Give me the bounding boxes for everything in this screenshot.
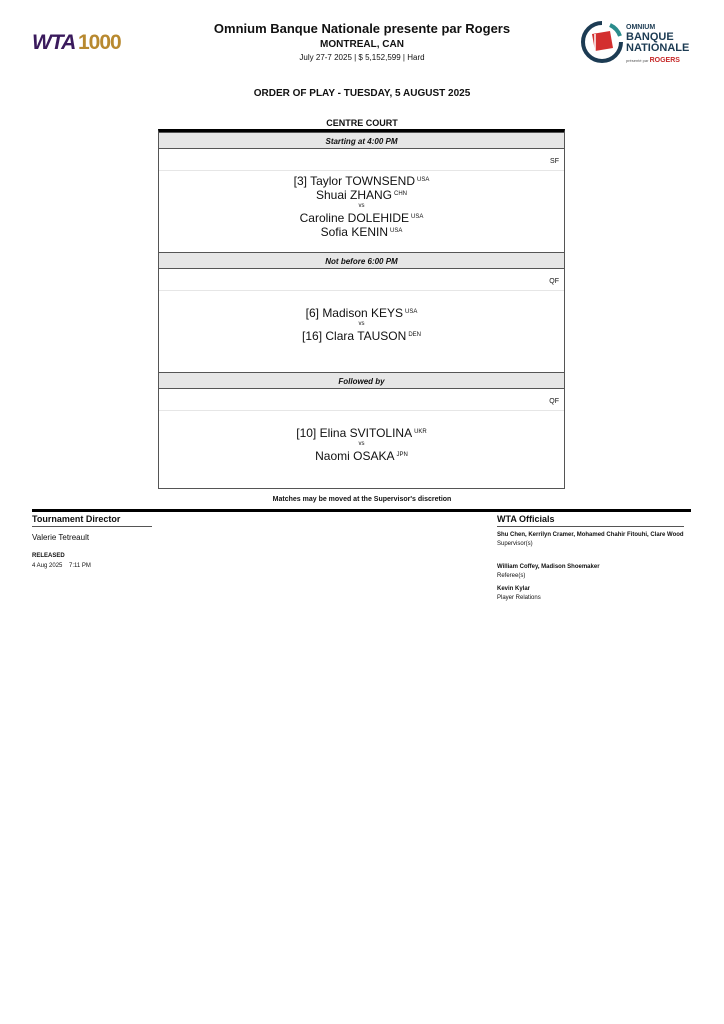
round-label: QF <box>549 278 559 285</box>
player-line <box>159 449 564 463</box>
player-first-name: Elina <box>319 426 347 440</box>
schedule-note: Matches may be moved at the Supervisor's discretion <box>272 496 452 503</box>
player-country: CHN <box>394 191 408 197</box>
tournament-title: Omnium Banque Nationale presente par Rogers <box>213 21 511 36</box>
sponsor-presented-by: présenté par <box>626 58 649 63</box>
player-first-name: Madison <box>322 306 368 320</box>
player-first-name: Taylor <box>310 174 343 188</box>
vs-label: vs <box>358 203 365 209</box>
slot-header: Starting at 4:00 PM <box>159 132 564 149</box>
wta-officials-rule <box>497 526 684 527</box>
sponsor-line-2: BANQUE <box>626 31 674 43</box>
round-label: SF <box>550 158 559 165</box>
player-last-name: TAUSON <box>357 329 407 343</box>
official-names: Kevin Kylar <box>497 586 531 592</box>
player-country: UKR <box>414 429 427 435</box>
player-country: USA <box>405 309 418 315</box>
official-names: William Coffey, Madison Shoemaker <box>497 564 600 570</box>
order-of-play-title: ORDER OF PLAY - TUESDAY, 5 AUGUST 2025 <box>253 88 471 99</box>
player-line <box>159 306 564 320</box>
player-last-name: ZHANG <box>350 188 393 202</box>
slot-header: Not before 6:00 PM <box>159 252 564 269</box>
player-last-name: TOWNSEND <box>345 174 416 188</box>
tournament-director-rule <box>32 526 152 527</box>
sponsor-line-3: NATIONALE <box>626 42 690 54</box>
player-country: JPN <box>396 452 408 458</box>
official-role: Supervisor(s) <box>497 541 533 547</box>
player-last-name: SVITOLINA <box>349 426 413 440</box>
player-last-name: OSAKA <box>353 449 395 463</box>
vs-label: vs <box>358 321 365 327</box>
tournament-info: July 27-7 2025 | $ 5,152,599 | Hard <box>299 53 425 62</box>
schedule-table <box>158 129 565 489</box>
tournament-director-name: Valerie Tetreault <box>32 533 90 542</box>
released-label: RELEASED <box>32 553 65 559</box>
player-country: USA <box>417 177 430 183</box>
player-first-name: Caroline <box>299 211 345 225</box>
match-players <box>159 174 564 239</box>
player-first-name: Shuai <box>315 188 347 202</box>
player-country: DEN <box>408 332 421 338</box>
official-role: Referee(s) <box>497 573 526 579</box>
player-country: USA <box>390 228 403 234</box>
player-seed: [16] <box>302 329 323 343</box>
match-players <box>159 426 564 463</box>
player-line <box>159 329 564 343</box>
player-last-name: DOLEHIDE <box>347 211 410 225</box>
player-seed: [10] <box>296 426 317 440</box>
player-first-name: Clara <box>325 329 355 343</box>
match-players <box>159 306 564 343</box>
player-line <box>159 426 564 440</box>
round-label: QF <box>549 398 559 405</box>
court-title: CENTRE COURT <box>326 118 398 128</box>
officials-group <box>497 563 687 581</box>
officials-group <box>497 531 687 549</box>
wta-logo-text: WTA <box>32 31 76 54</box>
row-divider <box>159 170 564 171</box>
wta-1000-logo <box>32 31 121 55</box>
player-line <box>159 225 564 239</box>
player-line <box>159 188 564 202</box>
tournament-director-title: Tournament Director <box>32 514 121 524</box>
sponsor-line-4 <box>626 57 689 64</box>
officials-group <box>497 585 687 603</box>
player-country: USA <box>411 214 424 220</box>
sponsor-line-1: OMNIUM <box>626 24 656 31</box>
row-divider <box>159 410 564 411</box>
player-seed: [6] <box>305 306 319 320</box>
sponsor-flag-icon <box>580 20 624 64</box>
official-names: Shu Chen, Kerrilyn Cramer, Mohamed Chahir Fitouhi, Clare Wood <box>497 532 684 538</box>
wta-logo-1000: 1000 <box>78 31 121 54</box>
official-role: Player Relations <box>497 595 541 601</box>
footer-divider <box>32 509 691 512</box>
vs-label: vs <box>358 441 365 447</box>
player-last-name: KEYS <box>371 306 404 320</box>
player-line <box>159 174 564 188</box>
player-line <box>159 211 564 225</box>
player-last-name: KENIN <box>351 225 389 239</box>
released-time: 4 Aug 2025 7:11 PM <box>32 563 91 569</box>
row-divider <box>159 290 564 291</box>
omnium-banque-nationale-logo <box>578 18 696 68</box>
slot-header: Followed by <box>159 372 564 389</box>
player-first-name: Sofia <box>320 225 348 239</box>
player-first-name: Naomi <box>315 449 350 463</box>
sponsor-rogers: ROGERS <box>649 57 680 64</box>
tournament-city: MONTREAL, CAN <box>320 39 404 50</box>
player-seed: [3] <box>293 174 307 188</box>
wta-officials-title: WTA Officials <box>497 514 555 524</box>
